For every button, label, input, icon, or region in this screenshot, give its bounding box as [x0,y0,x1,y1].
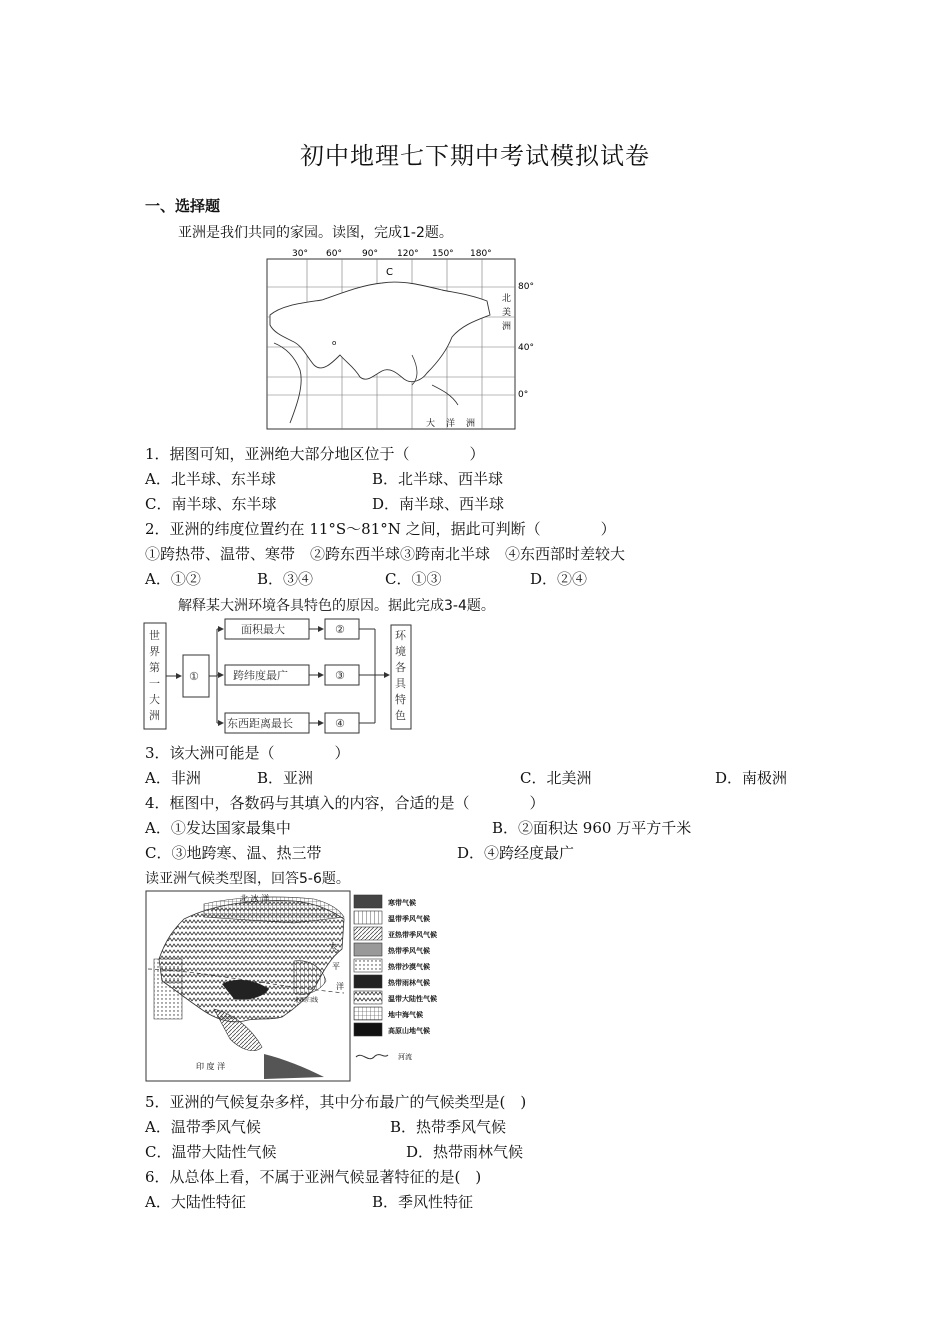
q1-option-a[interactable]: A．北半球、东半球 [145,470,276,488]
q3-option-c[interactable]: C．北美洲 [520,769,592,787]
intro-q1-2: 亚洲是我们共同的家园。读图，完成1-2题。 [178,225,453,241]
flow-box-label: 跨纬度最广 [233,669,288,682]
flow-num: ② [335,623,345,636]
north-america-label: 北 [502,294,512,304]
intro-q3-4: 解释某大洲环境各具特色的原因。据此完成3-4题。 [178,598,495,614]
point-o-label: o [332,339,337,347]
lat-label: 0° [518,390,529,400]
flow-num: ③ [335,669,345,682]
flow-right-char: 各 [395,661,406,674]
lon-label: 120° [397,249,419,259]
north-america-label: 洲 [502,322,512,332]
q2-option-d[interactable]: D．②④ [530,570,588,588]
q5-option-d[interactable]: D．热带雨林气候 [406,1143,524,1161]
flow-right-char: 境 [395,645,406,658]
lat-label: 40° [518,343,534,353]
tropic-label: 北回归线 [294,997,319,1004]
lon-label: 90° [362,249,378,259]
pacific-label: 平 [332,962,340,971]
q6-option-a[interactable]: A．大陆性特征 [145,1193,246,1211]
flow-left-char: 世 [149,629,160,642]
q2-option-a[interactable]: A．①② [145,570,201,588]
river-legend-icon [356,1055,388,1059]
pacific-label: 洋 [336,982,344,991]
q1-option-b[interactable]: B．北半球、西半球 [372,470,504,488]
q1-option-c[interactable]: C．南半球、东半球 [145,495,277,513]
point-c-label: C [386,267,393,278]
indian-ocean-label: 印 度 洋 [196,1062,226,1071]
flow-left-char: 第 [149,661,160,674]
q2-option-c[interactable]: C．①③ [385,570,442,588]
flow-right-char: 特 [395,693,406,706]
legend-label: 寒带气候 [388,899,416,907]
legend-label: 热带季风气候 [388,947,430,955]
q5-stem: 5．亚洲的气候复杂多样，其中分布最广的气候类型是( ) [145,1093,527,1111]
q1-stem: 1．据图可知，亚洲绝大部分地区位于（ ） [145,445,485,463]
q3-option-a[interactable]: A．非洲 [145,769,201,787]
page-title: 初中地理七下期中考试模拟试卷 [300,142,650,170]
q4-option-d[interactable]: D．④跨经度最广 [457,844,575,862]
flow-right-char: 具 [395,677,406,690]
flow-num: ④ [335,717,345,730]
q2-option-b[interactable]: B．③④ [257,570,314,588]
flow-left-char: 洲 [149,709,160,722]
q5-option-a[interactable]: A．温带季风气候 [145,1118,261,1136]
flow-box-label: 面积最大 [241,623,285,636]
legend-label: 热带雨林气候 [388,979,430,987]
q4-stem: 4．框图中，各数码与其填入的内容，合适的是（ ） [145,794,545,812]
legend-river-label: 河流 [398,1053,412,1061]
q3-option-b[interactable]: B．亚洲 [257,769,314,787]
q1-option-d[interactable]: D．南半球、西半球 [372,495,505,513]
pacific-label: 太 [329,942,337,951]
lon-label: 60° [326,249,342,259]
legend-label: 地中海气候 [388,1011,423,1019]
legend-label: 温带季风气候 [388,915,430,923]
north-america-label: 美 [502,308,512,318]
lon-label: 150° [432,249,454,259]
lon-label: 180° [470,249,492,259]
flow-right-char: 环 [395,629,406,642]
q2-statements: ①跨热带、温带、寒带 ②跨东西半球③跨南北半球 ④东西部时差较大 [145,545,626,563]
flow-right-char: 色 [395,709,406,722]
legend-label: 高原山地气候 [388,1027,430,1035]
flow-center-num: ① [189,670,199,683]
oceania-label: 洲 [466,419,476,429]
oceania-label: 洋 [446,419,456,429]
q2-stem: 2．亚洲的纬度位置约在 11°S～81°N 之间，据此可判断（ ） [145,520,616,538]
asia-climate-map [144,889,456,1085]
flow-left-char: 大 [149,693,160,706]
q3-stem: 3．该大洲可能是（ ） [145,744,350,762]
lat-label: 80° [518,282,534,292]
arctic-ocean-label: 北 冰 洋 [240,894,270,903]
legend-label: 亚热带季风气候 [388,931,437,939]
q6-stem: 6．从总体上看，不属于亚洲气候显著特征的是( ) [145,1168,482,1186]
q4-option-c[interactable]: C．③地跨寒、温、热三带 [145,844,322,862]
q4-option-b[interactable]: B．②面积达 960 万平方千米 [492,819,692,837]
lon-label: 30° [292,249,308,259]
section-heading: 一、选择题 [145,197,221,215]
q5-option-b[interactable]: B．热带季风气候 [390,1118,507,1136]
flow-left-char: 一 [149,677,160,690]
oceania-label: 大 [426,419,436,429]
legend-label: 热带沙漠气候 [388,963,430,971]
asia-location-map [262,245,552,435]
flow-left-char: 界 [149,645,160,658]
intro-q5-6: 读亚洲气候类型图，回答5-6题。 [145,871,350,887]
q6-option-b[interactable]: B．季风性特征 [372,1193,474,1211]
flow-box-label: 东西距离最长 [227,717,293,730]
q4-option-a[interactable]: A．①发达国家最集中 [145,819,291,837]
q3-option-d[interactable]: D．南极洲 [715,769,788,787]
q5-option-c[interactable]: C．温带大陆性气候 [145,1143,277,1161]
flow-diagram [143,617,415,735]
legend-label: 温带大陆性气候 [388,995,437,1003]
